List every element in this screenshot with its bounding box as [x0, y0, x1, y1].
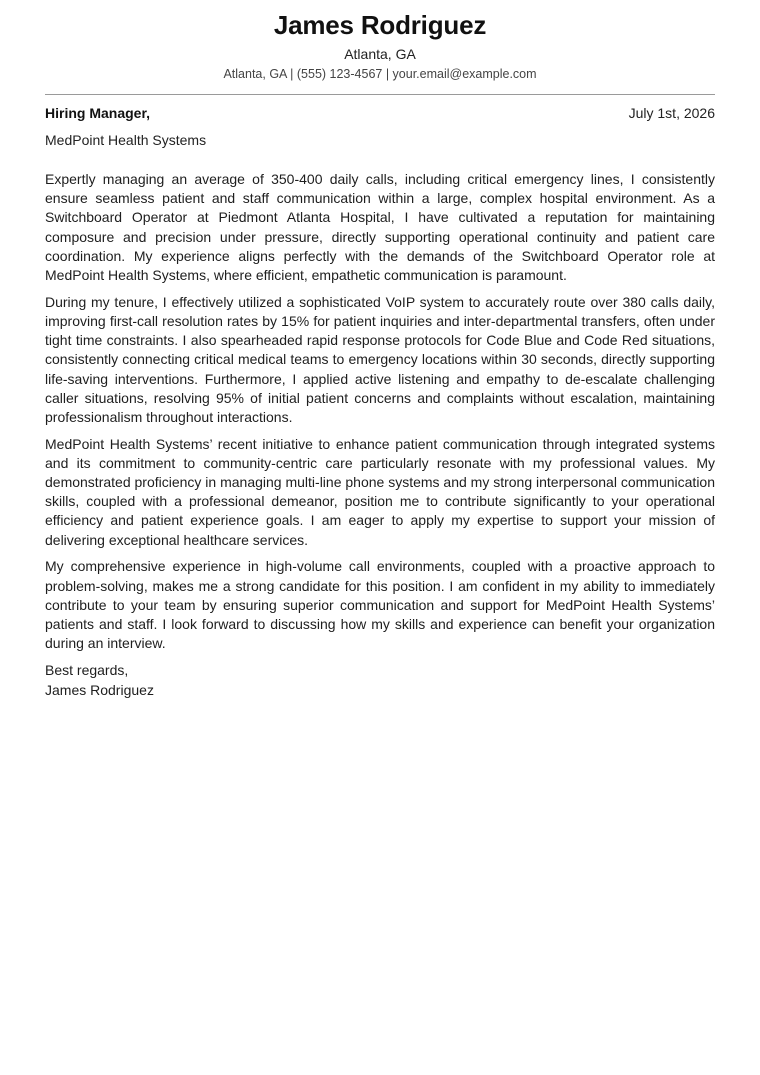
- recipient-company: MedPoint Health Systems: [45, 132, 207, 148]
- letter-closing: [45, 661, 715, 699]
- body-paragraph-3: MedPoint Health Systems’ recent initiative to enhance patient communication through integrated systems and its commitment to community-centric care particularly resonate with my professional values. My demonstrated proficiency in managing multi-line phone systems and my strong interpersonal communication skills, coupled with a professional demeanor, position me to contribute significantly to your operational efficiency and patient experience goals. I am eager to apply my expertise to support your mission of delivering exceptional healthcare services.: [45, 435, 715, 548]
- body-paragraph-2: During my tenure, I effectively utilized a sophisticated VoIP system to accurately route over 380 calls daily, improving first-call resolution rates by 15% for patient inquiries and inter-departmental transfers, often under tight time constraints. I also spearheaded rapid response protocols for Code Blue and Code Red situations, consistently connecting critical medical teams to emergency locations within 30 seconds, directly supporting life-saving interventions. Furthermore, I applied active listening and empathy to de-escalate challenging caller situations, resolving 95% of initial patient concerns and complaints without escalation, maintaining professionalism throughout interactions.: [45, 293, 715, 425]
- recipient-row: [45, 104, 715, 122]
- letter-body: [45, 170, 715, 653]
- contact-line: Atlanta, GA | (555) 123-4567 | your.email@example.com: [223, 67, 537, 81]
- signature: James Rodriguez: [45, 681, 154, 698]
- signoff: Best regards,: [45, 662, 129, 679]
- applicant-location: Atlanta, GA: [344, 46, 416, 62]
- salutation: Hiring Manager,: [45, 105, 151, 121]
- letter-date: July 1st, 2026: [628, 105, 715, 121]
- body-paragraph-1: Expertly managing an average of 350-400 daily calls, including critical emergency lines, I consistently ensure seamless patient and staff communication within a large, complex hospital environment. As a Switchboard Operator at Piedmont Atlanta Hospital, I have cultivated a reputation for maintaining composure and precision under pressure, directly supporting operational continuity and patient care coordination. My experience aligns perfectly with the demands of the Switchboard Operator role at MedPoint Health Systems, where efficient, empathetic communication is paramount.: [45, 171, 715, 284]
- header-divider: [45, 94, 715, 95]
- applicant-name: James Rodriguez: [273, 10, 487, 40]
- body-paragraph-4: My comprehensive experience in high-volume call environments, coupled with a proactive approach to problem-solving, makes me a strong candidate for this position. I am confident in my ability to immediately contribute to your team by ensuring superior communication and support for MedPoint Health Systems’ patients and staff. I look forward to discussing how my skills and experience can benefit your organization during an interview.: [45, 558, 715, 652]
